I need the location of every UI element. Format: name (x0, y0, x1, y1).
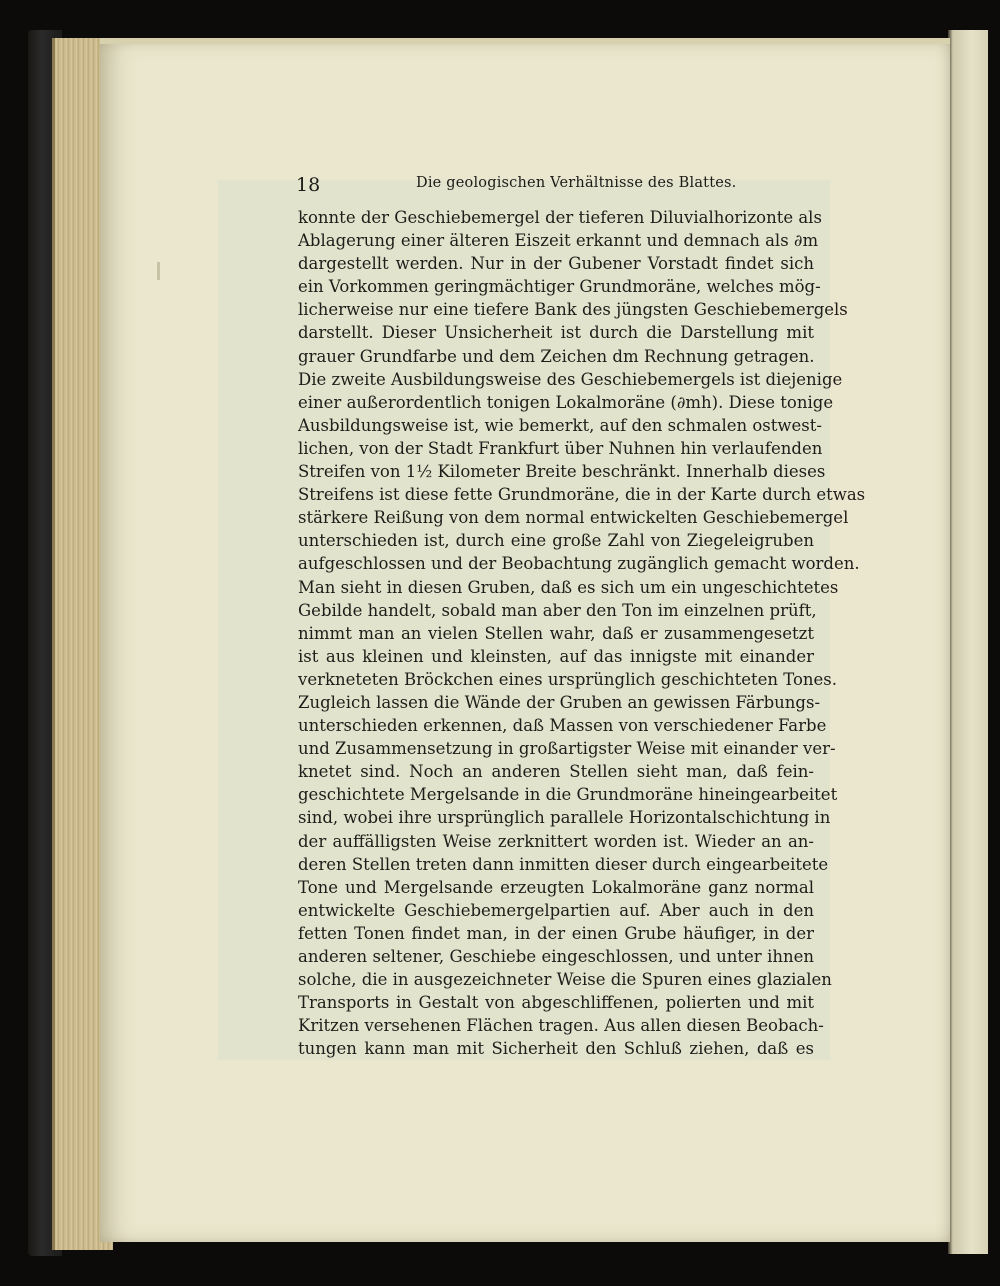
page-top-edge (100, 38, 950, 44)
text-line: Tone und Mergelsande erzeugten Lokalmoräne ganz normal (298, 877, 814, 897)
text-line: unterschieden ist, durch eine große Zahl von Ziegeleigruben (298, 531, 814, 551)
text-line: Gebilde handelt, sobald man aber den Ton im einzelnen prüft, (298, 600, 817, 620)
text-line: dargestellt werden. Nur in der Gubener Vorstadt findet sich (298, 254, 814, 274)
text-line: Streifen von 1½ Kilometer Breite beschränkt. Innerhalb dieses (298, 462, 826, 482)
text-line: ein Vorkommen geringmächtiger Grundmoräne, welches mög- (298, 277, 821, 297)
text-line: der auffälligsten Weise zerknittert worden ist. Wieder an an- (298, 831, 814, 851)
text-line: sind, wobei ihre ursprünglich parallele Horizontalschichtung in (298, 808, 831, 828)
text-line: aufgeschlossen und der Beobachtung zugänglich gemacht worden. (298, 554, 860, 574)
text-line: Zugleich lassen die Wände der Gruben an gewissen Färbungs- (298, 692, 821, 712)
text-line: Man sieht in diesen Gruben, daß es sich um ein ungeschichtetes (298, 577, 839, 597)
text-line: geschichtete Mergelsande in die Grundmoräne hineingearbeitet (298, 785, 838, 805)
text-line: knetet sind. Noch an anderen Stellen sieht man, daß fein- (298, 762, 814, 782)
text-line: Transports in Gestalt von abgeschliffenen, polierten und mit (298, 993, 814, 1013)
text-line: Kritzen versehenen Flächen tragen. Aus allen diesen Beobach- (298, 1016, 824, 1036)
text-line: Ablagerung einer älteren Eiszeit erkannt und demnach als ∂m (298, 231, 819, 251)
body-text (298, 206, 866, 1060)
text-line: solche, die in ausgezeichneter Weise die Spuren eines glazialen (298, 970, 832, 990)
text-line: Ausbildungsweise ist, wie bemerkt, auf den schmalen ostwest- (298, 415, 822, 435)
text-line: ist aus kleinen und kleinsten, auf das innigste mit einander (298, 646, 814, 666)
text-line: und Zusammensetzung in großartigster Weise mit einander ver- (298, 739, 836, 759)
text-line: stärkere Reißung von dem normal entwickelten Geschiebemergel (298, 508, 849, 528)
text-line: konnte der Geschiebemergel der tieferen Diluvialhorizonte als (298, 208, 822, 227)
running-head: Die geologischen Verhältnisse des Blattes. (416, 175, 737, 191)
text-line: Die zweite Ausbildungsweise des Geschiebemergels ist diejenige (298, 369, 843, 389)
text-line: anderen seltener, Geschiebe eingeschlossen, und unter ihnen (298, 947, 814, 966)
text-line: einer außerordentlich tonigen Lokalmoräne (∂mh). Diese tonige (298, 392, 834, 412)
page-mark (157, 262, 160, 280)
text-line: Streifens ist diese fette Grundmoräne, die in der Karte durch etwas (298, 485, 866, 505)
page-header (296, 172, 816, 202)
text-line: nimmt man an vielen Stellen wahr, daß er zusammengesetzt (298, 623, 814, 643)
text-line: verkneteten Bröckchen eines ursprünglich geschichteten Tones. (298, 669, 838, 689)
text-line: deren Stellen treten dann inmitten dieser durch eingearbeitete (298, 854, 829, 874)
text-line: entwickelte Geschiebemergelpartien auf. Aber auch in den (298, 900, 814, 920)
text-line: tungen kann man mit Sicherheit den Schluß ziehen, daß es (298, 1039, 814, 1059)
page-number: 18 (296, 174, 321, 196)
text-line: unterschieden erkennen, daß Massen von verschiedener Farbe (298, 716, 827, 736)
facing-page-edge (948, 30, 988, 1254)
text-line: darstellt. Dieser Unsicherheit ist durch die Darstellung mit (298, 323, 814, 343)
text-line: fetten Tonen findet man, in der einen Grube häufiger, in der (298, 923, 814, 943)
text-line: grauer Grundfarbe und dem Zeichen dm Rechnung getragen. (298, 346, 815, 366)
text-line: lichen, von der Stadt Frankfurt über Nuhnen hin verlaufenden (298, 438, 823, 458)
text-line: licherweise nur eine tiefere Bank des jüngsten Geschiebemergels (298, 300, 848, 320)
